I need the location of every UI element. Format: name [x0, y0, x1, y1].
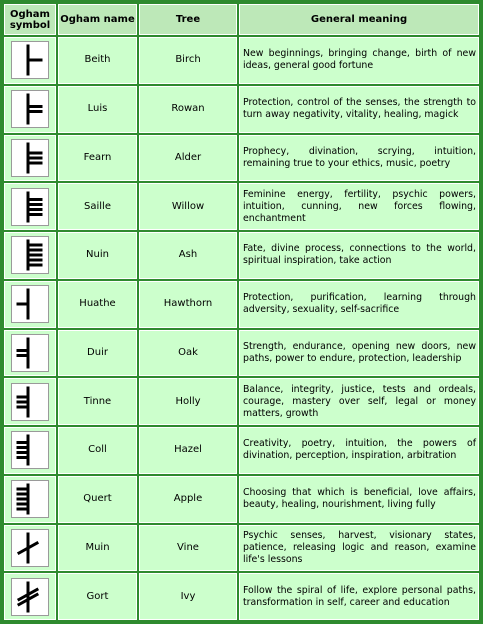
tree-cell: Birch — [139, 37, 237, 84]
tree-cell: Ivy — [139, 573, 237, 620]
name-cell: Saille — [58, 183, 137, 230]
table-row — [4, 232, 479, 279]
meaning-cell: Feminine energy, fertility, psychic powers, intuition, cunning, new forces flowing, enchantment — [239, 183, 479, 230]
symbol-cell — [4, 281, 56, 328]
ogham-duir-icon — [11, 334, 49, 372]
ogham-quert-icon — [11, 480, 49, 518]
table-row — [4, 476, 479, 523]
ogham-luis-icon — [11, 90, 49, 128]
meaning-cell: Protection, control of the senses, the strength to turn away negativity, vitality, healing, magick — [239, 86, 479, 133]
ogham-saille-icon — [11, 188, 49, 226]
name-cell: Coll — [58, 427, 137, 474]
header-meaning: General meaning — [239, 4, 479, 35]
table-row — [4, 86, 479, 133]
symbol-cell — [4, 427, 56, 474]
ogham-fearn-icon — [11, 139, 49, 177]
name-cell: Duir — [58, 330, 137, 377]
symbol-cell — [4, 86, 56, 133]
tree-cell: Alder — [139, 135, 237, 182]
ogham-beith-icon — [11, 41, 49, 79]
ogham-huathe-icon — [11, 285, 49, 323]
name-cell: Huathe — [58, 281, 137, 328]
name-cell: Luis — [58, 86, 137, 133]
tree-cell: Hazel — [139, 427, 237, 474]
name-cell: Quert — [58, 476, 137, 523]
header-name: Ogham name — [58, 4, 137, 35]
ogham-coll-icon — [11, 431, 49, 469]
name-cell: Muin — [58, 525, 137, 572]
symbol-cell — [4, 135, 56, 182]
ogham-tinne-icon — [11, 383, 49, 421]
name-cell: Beith — [58, 37, 137, 84]
table-row — [4, 378, 479, 425]
tree-cell: Hawthorn — [139, 281, 237, 328]
tree-cell: Willow — [139, 183, 237, 230]
name-cell: Fearn — [58, 135, 137, 182]
meaning-cell: Psychic senses, harvest, visionary states, patience, releasing logic and reason, examine life's lessons — [239, 525, 479, 572]
ogham-table — [2, 2, 481, 622]
ogham-muin-icon — [11, 529, 49, 567]
meaning-cell: Choosing that which is beneficial, love affairs, beauty, healing, nourishment, living fully — [239, 476, 479, 523]
symbol-cell — [4, 525, 56, 572]
symbol-cell — [4, 330, 56, 377]
symbol-cell — [4, 378, 56, 425]
table-row — [4, 525, 479, 572]
table-row — [4, 281, 479, 328]
symbol-cell — [4, 232, 56, 279]
tree-cell: Vine — [139, 525, 237, 572]
tree-cell: Rowan — [139, 86, 237, 133]
name-cell: Nuin — [58, 232, 137, 279]
symbol-cell — [4, 183, 56, 230]
table-row — [4, 573, 479, 620]
table-row — [4, 183, 479, 230]
meaning-cell: Creativity, poetry, intuition, the powers of divination, perception, inspiration, arbitration — [239, 427, 479, 474]
symbol-cell — [4, 573, 56, 620]
table-row — [4, 330, 479, 377]
ogham-nuin-icon — [11, 236, 49, 274]
tree-cell: Ash — [139, 232, 237, 279]
name-cell: Gort — [58, 573, 137, 620]
name-cell: Tinne — [58, 378, 137, 425]
ogham-gort-icon — [11, 578, 49, 616]
header-tree: Tree — [139, 4, 237, 35]
meaning-cell: Follow the spiral of life, explore personal paths, transformation in self, career and education — [239, 573, 479, 620]
symbol-cell — [4, 476, 56, 523]
header-symbol: Ogham symbol — [4, 4, 56, 35]
meaning-cell: Strength, endurance, opening new doors, new paths, power to endure, protection, leadership — [239, 330, 479, 377]
meaning-cell: New beginnings, bringing change, birth of new ideas, general good fortune — [239, 37, 479, 84]
table-row — [4, 37, 479, 84]
tree-cell: Holly — [139, 378, 237, 425]
meaning-cell: Prophecy, divination, scrying, intuition, remaining true to your ethics, music, poetry — [239, 135, 479, 182]
meaning-cell: Balance, integrity, justice, tests and ordeals, courage, mastery over self, legal or money matters, growth — [239, 378, 479, 425]
meaning-cell: Protection, purification, learning through adversity, sexuality, self-sacrifice — [239, 281, 479, 328]
tree-cell: Apple — [139, 476, 237, 523]
header-row — [4, 4, 479, 35]
table-row — [4, 427, 479, 474]
tree-cell: Oak — [139, 330, 237, 377]
symbol-cell — [4, 37, 56, 84]
meaning-cell: Fate, divine process, connections to the world, spiritual inspiration, take action — [239, 232, 479, 279]
table-row — [4, 135, 479, 182]
